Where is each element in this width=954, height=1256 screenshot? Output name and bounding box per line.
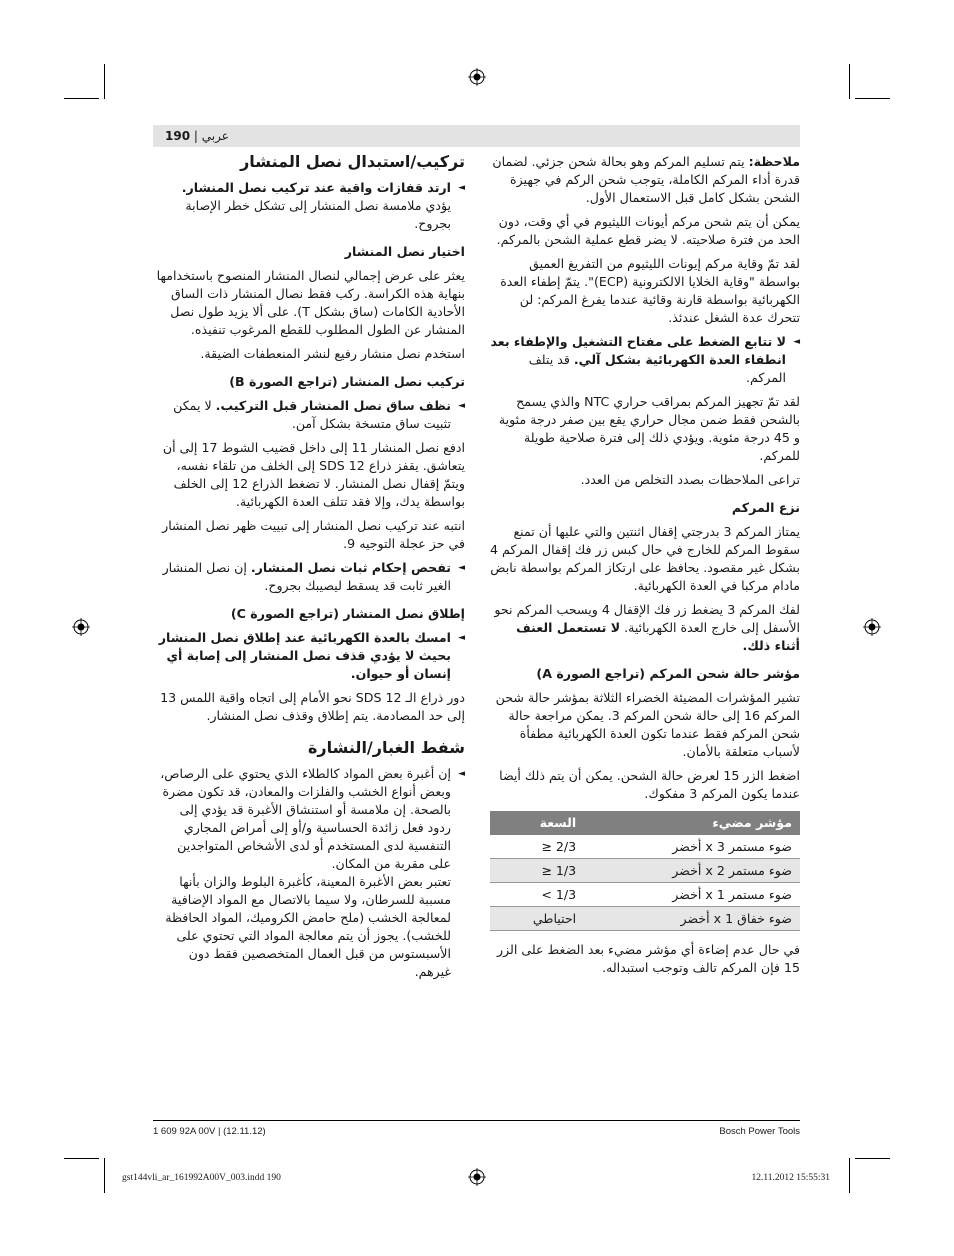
crop-mark [849,1158,850,1193]
table-row: ضوء مستمر 3 x أخضر ≥ 2/3 [490,835,800,859]
note-paragraph [490,153,800,207]
crop-mark [104,1158,105,1193]
warning-item: ◄ تفحص إحكام ثبات نصل المنشار. إن نصل المنشار الغير ثابت قد يسقط ليصيبك بجروح. [153,559,465,595]
registration-mark-icon [72,618,90,636]
page-number-label: 190 | عربي [165,129,229,143]
section-title-dust: شفط الغبار/النشارة [307,738,465,757]
paragraph: دور ذراع الـ SDS 12 نحو الأمام إلى اتجاه واقية اللمس 13 إلى حد المصادمة. يتم إطلاق وقذف نصل المنشار. [160,690,465,723]
bold-note: لا تستعمل العنف أثناء ذلك. [516,620,800,653]
table-row: ضوء خفاق 1 x أخضر احتياطي [490,907,800,931]
section-heading-release: إطلاق نصل المنشار (تراجع الصورة C) [230,606,465,621]
registration-mark-icon [468,68,486,86]
registration-mark-icon [468,1168,486,1186]
right-column [490,153,800,983]
note-label: ملاحظة: [748,154,800,169]
footer-brand: Bosch Power Tools [719,1126,800,1137]
note-text: يتم تسليم المركم وهو بحالة شحن جزئي. لضمان قدرة أداء المركم الكاملة، يتوجب شحن الركم في جهيزة الشحن بشكل كامل قبل الاستعمال الأول. [492,154,800,205]
section-title-saw-blade: تركيب/استبدال نصل المنشار [240,152,465,171]
paragraph: تشير المؤشرات المضيئة الخضراء الثلاثة بمؤشر حالة شحن المركم 16 إلى حالة شحن المركم 3. يمكن مراجعة حالة شحن المركم فقط عندما تكون العدة الكهربائية مطفأة لأسباب متعلقة بالأمان. [495,690,800,759]
table-header: السعة [490,811,584,835]
paragraph: لقد تمّ وقاية مركم إيونات الليثيوم من التفريغ العميق بواسطة "وقاية الخلايا الالكترونية (ECP)". يتمّ إطفاء العدة الكهربائية بواسطة قارنة وقائية عندما يفرغ المركم: لن تتحرك عدة الشغل عندئذ. [500,256,800,325]
paragraph: لقد تمّ تجهيز المركم بمراقب حراري NTC والذي يسمح بالشحن فقط ضمن مجال حراري يقع بين صفر درجة مئوية و 45 درجة مئوية. ويؤدي ذلك إلى فترة صلاحية طويلة للمركم. [498,394,800,463]
warning-item: ◄ امسك بالعدة الكهربائية عند إطلاق نصل المنشار بحيث لا يؤدي قذف نصل المنشار إلى إصابة أي إنسان أو حيوان. [153,629,465,683]
slug-filename: gst144vli_ar_161992A00V_003.indd 190 [122,1173,281,1183]
table-header: مؤشر مضيء [584,811,800,835]
section-heading-indicator: مؤشر حالة شحن المركم (تراجع الصورة A) [536,666,800,681]
warning-text: قد يتلف المركم. [528,352,786,385]
crop-mark [855,1158,890,1159]
warning-item [490,333,800,387]
footer-doc-number: 1 609 92A 00V | (12.11.12) [153,1126,266,1137]
warning-item: ◄ إن أغبرة بعض المواد كالطلاء الذي يحتوي على الرصاص، وبعض أنواع الخشب والفلزات والمعادن، قد تكون مضرة بالصحة. إن ملامسة أو استنشاق الأغبرة قد يؤدي إلى ردود فعل زائدة الحساسية و/أو إلى أمراض المجاري التنفسية لدى المستخدم أو لدى الأشخاص المتواجدين على مقربة من المكان. تعتبر بعض الأغبرة المعينة، كأغبرة البلوط والزان بأنها مسببة للسرطان، ولا سيما بالاتصال مع المواد الإضافية لمعالجة الخشب (ملح حامض الكروميك، المواد الحافظة للخشب). يجوز أن يتم معالجة المواد التي تحتوي على الأسبستوس من قبل العمال المتخصصين فقط دون غيرهم. [153,765,465,981]
language-label: عربي [201,129,229,143]
table-row: ضوء مستمر 2 x أخضر ≥ 1/3 [490,859,800,883]
crop-mark [855,98,890,99]
crop-mark [104,64,105,99]
paragraph: لفك المركم 3 يضغط زر فك الإقفال 4 ويسحب المركم نحو الأسفل إلى خارج العدة الكهربائية. لا تستعمل العنف أثناء ذلك. [494,602,800,653]
section-heading-install: تركيب نصل المنشار (تراجع الصورة B) [229,374,465,389]
registration-mark-icon [863,618,881,636]
warning-item: ◄ ارتد قفازات واقية عند تركيب نصل المنشار. يؤدي ملامسة نصل المنشار إلى تشكل خطر الإصابة بجروح. [153,179,465,233]
charge-status-table [490,811,800,931]
paragraph: استخدم نصل منشار رفيع لنشر المنعطفات الضيقة. [200,346,465,361]
left-column [153,153,465,987]
paragraph: يمتاز المركم 3 بدرجتي إقفال اثنتين والتي عليها أن تمنع سقوط المركم للخارج في حال كبس زر فك إقفال المركم 4 بشكل غير مقصود. يحافظ على ارتكاز المركم بواسطة نابض مادام مركبا في العدة الكهربائية. [489,524,800,593]
warning-item: ◄ نظف ساق نصل المنشار قبل التركيب. لا يمكن تثبيت ساق متسخة بشكل آمن. [153,397,465,433]
section-heading-select: اختيار نصل المنشار [344,244,465,259]
paragraph: اضغط الزر 15 لعرض حالة الشحن. يمكن أن يتم ذلك أيضا عندما يكون المركم 3 مفكوك. [499,768,800,801]
paragraph: تراعى الملاحظات بصدد التخلص من العدد. [580,472,800,487]
paragraph: يمكن أن يتم شحن مركم أيونات الليثيوم في أي وقت، دون الحد من فترة صلاحيته. لا يضر قطع عملية الشحن بالمركم. [496,214,800,247]
section-heading-remove: نزع المركم [731,500,800,515]
warning-bold: لا تتابع الضغط على مفتاح التشغيل والإطفاء بعد انطفاء العدة الكهربائية بشكل آلي. [490,334,786,367]
crop-mark [64,1158,99,1159]
crop-mark [64,98,99,99]
paragraph: يعثر على عرض إجمالي لنصال المنشار المنصوح باستخدامها بنهاية هذه الكراسة. ركب فقط نصال المنشار ذات الساق الأحادية الكامات (ساق بشكل T). على ألا يزيد طول نصل المنشار عن الطول المطلوب للقطع المرغوب تنفيذه. [156,268,465,337]
paragraph: انتبه عند تركيب نصل المنشار إلى تبييت ظهر نصل المنشار في حز عجلة التوجيه 9. [162,518,465,551]
page-header [153,125,800,147]
footer-divider [153,1120,800,1121]
crop-mark [849,64,850,99]
paragraph: في حال عدم إضاءة أي مؤشر مضيء بعد الضغط على الزر 15 فإن المركم تالف وتوجب استبداله. [496,942,800,975]
table-row: ضوء مستمر 1 x أخضر < 1/3 [490,883,800,907]
slug-timestamp: 12.11.2012 15:55:31 [751,1173,830,1183]
page-number: 190 [165,129,191,143]
paragraph: ادفع نصل المنشار 11 إلى داخل قضيب الشوط 17 إلى أن يتعاشق. يقفز ذراع SDS 12 إلى الخلف من تلقاء نفسه، ويتمّ إقفال نصل المنشار. لا تضغط الذراع 12 إلى الخلف بواسطة يدك، وإلا فقد تتلف العدة الكهربائية. [162,440,465,509]
